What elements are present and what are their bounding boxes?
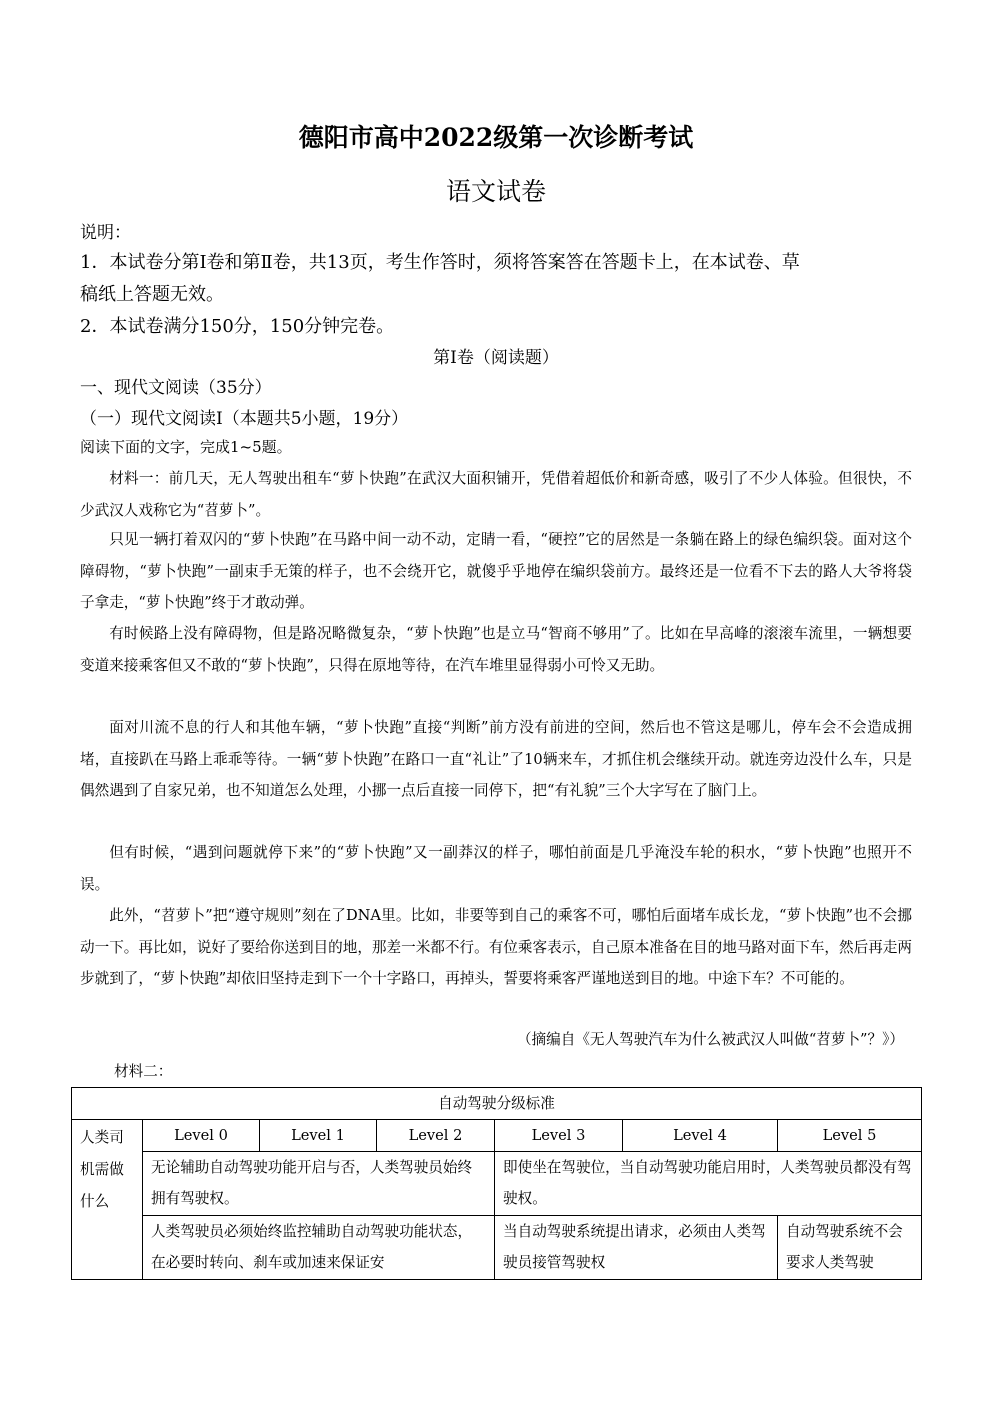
autonomous-driving-levels-table bbox=[71, 1087, 922, 1280]
exam-subtitle: 语文试卷 bbox=[445, 177, 546, 206]
material1-source: （摘编自《无人驾驶汽车为什么被武汉人叫做“苕萝卜”？》） bbox=[516, 1031, 904, 1048]
table-title: 自动驾驶分级标准 bbox=[72, 1088, 922, 1120]
instruction-item-1-line-1: 1．本试卷分第Ⅰ卷和第Ⅱ卷，共13页，考生作答时，须将答案答在答题卡上，在本试卷、草 bbox=[80, 252, 800, 273]
instruction-item-1-line-2: 稿纸上答题无效。 bbox=[80, 284, 224, 305]
section-heading: 一、现代文阅读（35分） bbox=[80, 378, 272, 398]
material2-label: 材料二： bbox=[114, 1063, 173, 1080]
material1-paragraph-2: 只见一辆打着双闪的“萝卜快跑”在马路中间一动不动，定睛一看，“硬控”它的居然是一条躺在路上的绿色编织袋。面对这个障碍物，“萝卜快跑”一副束手无策的样子，也不会绕开它，就傻乎乎地停在编织袋前方。最终还是一位看不下去的路人大爷将袋子拿走，“萝卜快跑”终于才敢动弹。 bbox=[80, 531, 912, 611]
level-4-header: Level 4 bbox=[623, 1120, 778, 1152]
level-3-header: Level 3 bbox=[495, 1120, 623, 1152]
instructions-label: 说明： bbox=[80, 223, 131, 243]
row2-levels-3-4: 当自动驾驶系统提出请求，必须由人类驾驶员接管驾驶权 bbox=[495, 1216, 778, 1280]
material1-paragraph-1: 材料一：前几天，无人驾驶出租车“萝卜快跑”在武汉大面积铺开，凭借着超低价和新奇感，吸引了不少人体验。但很快，不少武汉人戏称它为“苕萝卜”。 bbox=[80, 470, 912, 519]
material1-paragraph-4: 面对川流不息的行人和其他车辆，“萝卜快跑”直接“判断”前方没有前进的空间，然后也不管这是哪儿，停车会不会造成拥堵，直接趴在马路上乖乖等待。一辆“萝卜快跑”在路口一直“礼让”了10辆来车，才抓住机会继续开动。就连旁边没什么车，只是偶然遇到了自家兄弟，也不知道怎么处理，小挪一点后直接一同停下，把“有礼貌”三个大字写在了脑门上。 bbox=[80, 719, 912, 799]
row2-level-5: 自动驾驶系统不会要求人类驾驶 bbox=[778, 1216, 922, 1280]
level-0-header: Level 0 bbox=[143, 1120, 260, 1152]
row2-levels-0-2: 人类驾驶员必须始终监控辅助自动驾驶功能状态，在必要时转向、刹车或加速来保证安 bbox=[143, 1216, 495, 1280]
instruction-item-2: 2．本试卷满分150分，150分钟完卷。 bbox=[80, 316, 395, 337]
part-heading: 第Ⅰ卷（阅读题） bbox=[433, 348, 559, 368]
subsection-heading: （一）现代文阅读Ⅰ（本题共5小题，19分） bbox=[80, 409, 409, 429]
level-2-header: Level 2 bbox=[377, 1120, 495, 1152]
material1-paragraph-5: 但有时候，“遇到问题就停下来”的“萝卜快跑”又一副莽汉的样子，哪怕前面是几乎淹没车轮的积水，“萝卜快跑”也照开不误。 bbox=[80, 844, 912, 893]
row-label: 人类司机需做什么 bbox=[72, 1120, 143, 1280]
material1-paragraph-6: 此外，“苕萝卜”把“遵守规则”刻在了DNA里。比如，非要等到自己的乘客不可，哪怕后面堵车成长龙，“萝卜快跑”也不会挪动一下。再比如，说好了要给你送到目的地，那差一米都不行。有位乘客表示，自己原本准备在目的地马路对面下车，然后再走两步就到了，“萝卜快跑”却依旧坚持走到下一个十字路口，再掉头，誓要将乘客严谨地送到目的地。中途下车？不可能的。 bbox=[80, 907, 912, 987]
row1-levels-0-2: 无论辅助自动驾驶功能开启与否，人类驾驶员始终拥有驾驶权。 bbox=[143, 1152, 495, 1216]
exam-title: 德阳市高中2022级第一次诊断考试 bbox=[298, 123, 694, 152]
level-5-header: Level 5 bbox=[778, 1120, 922, 1152]
material1-paragraph-3: 有时候路上没有障碍物，但是路况略微复杂，“萝卜快跑”也是立马“智商不够用”了。比如在早高峰的滚滚车流里，一辆想要变道来接乘客但又不敢的“萝卜快跑”，只得在原地等待，在汽车堆里显得弱小可怜又无助。 bbox=[80, 625, 912, 674]
reading-prompt: 阅读下面的文字，完成1~5题。 bbox=[80, 438, 292, 456]
level-1-header: Level 1 bbox=[260, 1120, 377, 1152]
row1-levels-3-5: 即使坐在驾驶位，当自动驾驶功能启用时，人类驾驶员都没有驾驶权。 bbox=[495, 1152, 922, 1216]
